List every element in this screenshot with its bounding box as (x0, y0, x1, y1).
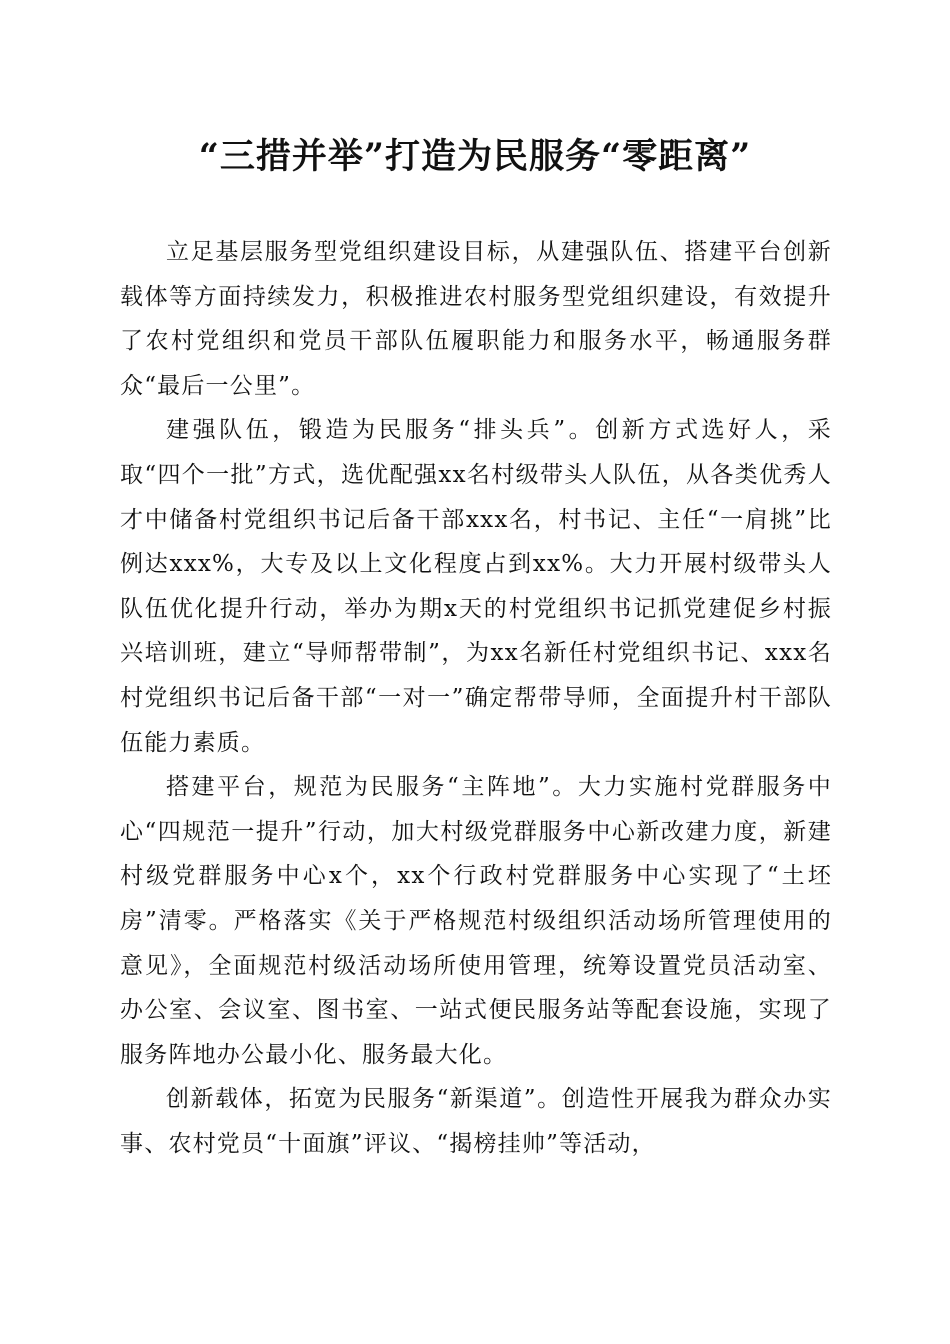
paragraph-team-building: 建强队伍，锻造为民服务“排头兵”。创新方式选好人，采取“四个一批”方式，选优配强xx名村级带头人队伍，从各类优秀人才中储备村党组织书记后备干部xxx名，村书记、主任“一肩挑”比例达xxx%，大专及以上文化程度占到xx%。大力开展村级带头人队伍优化提升行动，举办为期x天的村党组织书记抓党建促乡村振兴培训班，建立“导师帮带制”，为xx名新任村党组织书记、xxx名村党组织书记后备干部“一对一”确定帮带导师，全面提升村干部队伍能力素质。 (120, 417, 832, 756)
paragraph-carrier: 创新载体，拓宽为民服务“新渠道”。创造性开展我为群众办实事、农村党员“十面旗”评议、“揭榜挂帅”等活动， (120, 1086, 832, 1157)
paragraph-intro: 立足基层服务型党组织建设目标，从建强队伍、搭建平台创新载体等方面持续发力，积极推进农村服务型党组织建设，有效提升了农村党组织和党员干部队伍履职能力和服务水平，畅通服务群众“最后一公里”。 (120, 239, 832, 399)
document-title: “三措并举”打造为民服务“零距离” (198, 136, 752, 177)
paragraph-platform: 搭建平台，规范为民服务“主阵地”。大力实施村党群服务中心“四规范一提升”行动，加大村级党群服务中心新改建力度，新建村级党群服务中心x个，xx个行政村党群服务中心实现了“土坯房”清零。严格落实《关于严格规范村级组织活动场所管理使用的意见》，全面规范村级活动场所使用管理，统筹设置党员活动室、办公室、会议室、图书室、一站式便民服务站等配套设施，实现了服务阵地办公最小化、服务最大化。 (120, 774, 832, 1068)
document-body (120, 230, 832, 1166)
